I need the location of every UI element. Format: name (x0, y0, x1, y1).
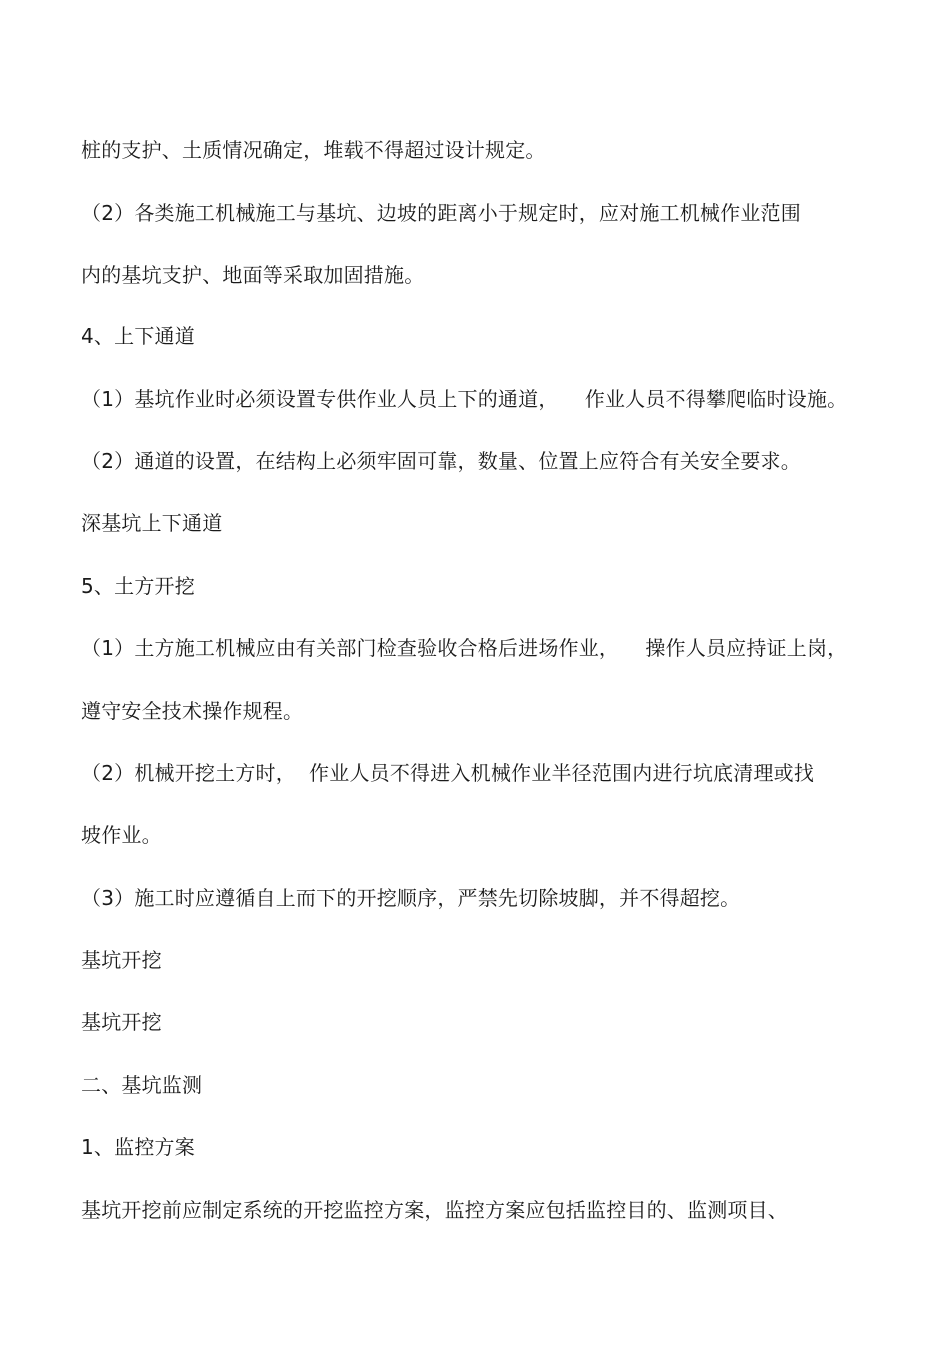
text-line: （2）机械开挖土方时， 作业人员不得进入机械作业半径范围内进行坑底清理或找 (81, 761, 815, 785)
text-line: 遵守安全技术操作规程。 (81, 699, 304, 723)
text-line: （2）各类施工机械施工与基坑、边坡的距离小于规定时，应对施工机械作业范围 (81, 201, 801, 225)
text-line: 基坑开挖前应制定系统的开挖监控方案，监控方案应包括监控目的、监测项目、 (81, 1198, 788, 1222)
text-line: 桩的支护、土质情况确定，堆载不得超过设计规定。 (81, 138, 546, 162)
figure-caption: 基坑开挖 (81, 948, 162, 972)
section-heading: 5、土方开挖 (81, 574, 195, 598)
figure-caption: 基坑开挖 (81, 1010, 162, 1034)
chapter-heading: 二、基坑监测 (81, 1073, 203, 1097)
text-line: （1）基坑作业时必须设置专供作业人员上下的通道， 作业人员不得攀爬临时设施。 (81, 387, 848, 411)
text-line: （1）土方施工机械应由有关部门检查验收合格后进场作业， 操作人员应持证上岗， (81, 636, 848, 660)
section-heading: 4、上下通道 (81, 324, 195, 348)
text-line: （3）施工时应遵循自上而下的开挖顺序，严禁先切除坡脚，并不得超挖。 (81, 886, 741, 910)
section-heading: 1、监控方案 (81, 1135, 195, 1159)
text-line: 坡作业。 (81, 823, 162, 847)
figure-caption: 深基坑上下通道 (81, 511, 223, 535)
text-line: （2）通道的设置，在结构上必须牢固可靠，数量、位置上应符合有关安全要求。 (81, 449, 801, 473)
text-line: 内的基坑支护、地面等采取加固措施。 (81, 263, 425, 287)
